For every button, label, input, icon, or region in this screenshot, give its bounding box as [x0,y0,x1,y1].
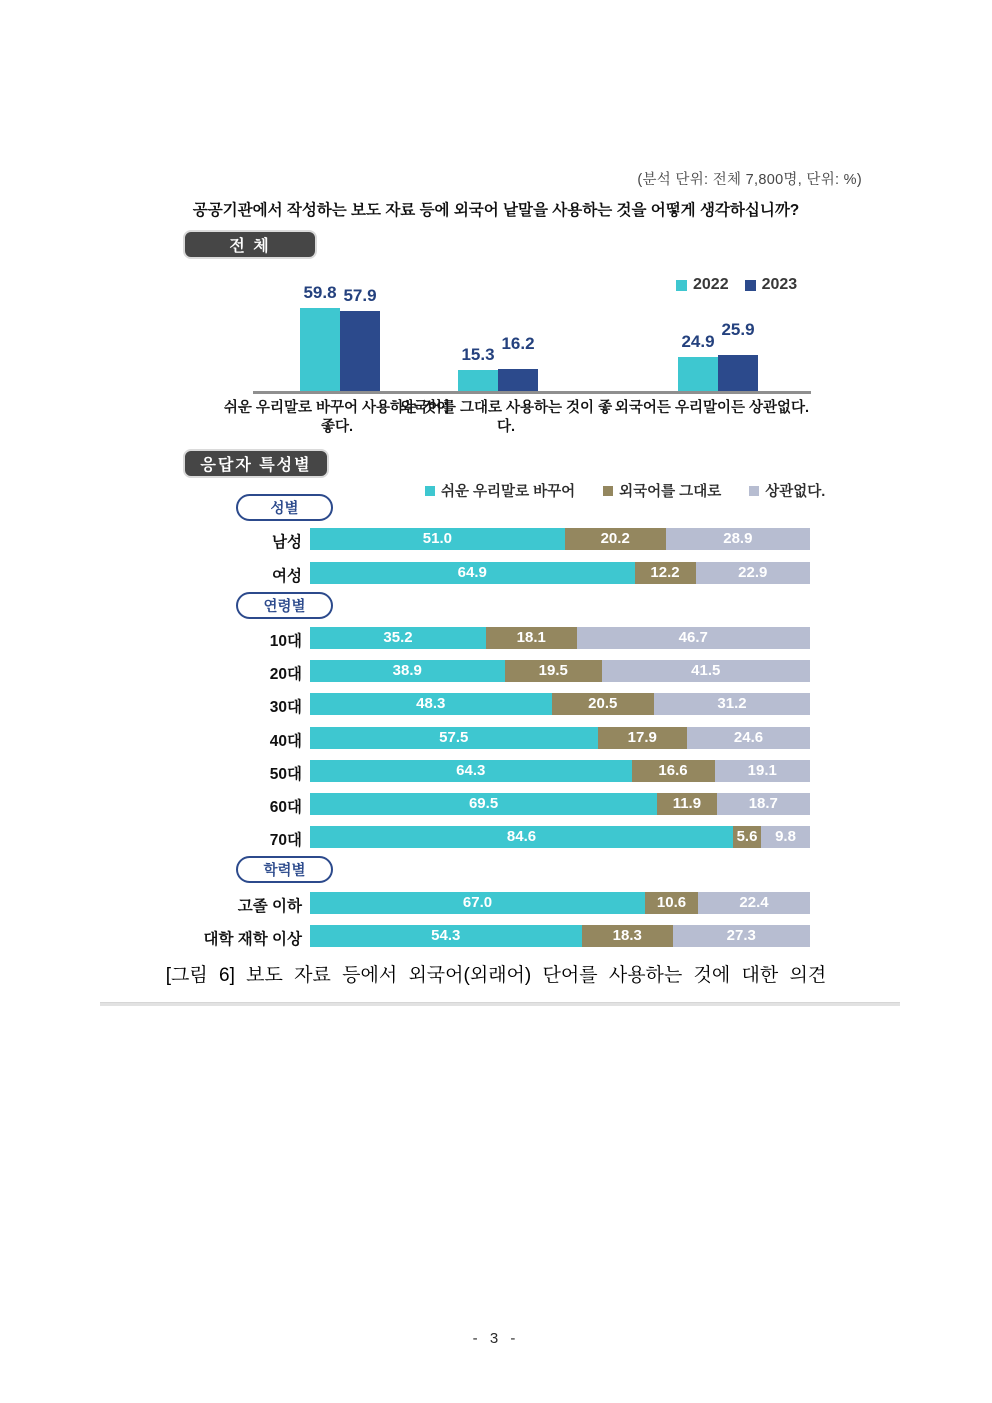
group-pill-2: 학력별 [236,856,333,883]
group-pill-0: 성별 [236,494,333,521]
bar-value-2022: 15.3 [461,345,495,364]
bar-segment [582,925,674,947]
bar-segment [635,562,696,584]
bar-track [310,627,810,649]
stacked-legend-swatch [425,486,435,496]
row-label: 30대 [269,699,302,716]
bar-value-2023: 57.9 [343,286,377,305]
bar-segment [687,727,810,749]
section-badge-respondent-label: 응답자 특성별 [200,457,312,474]
segment-value: 18.3 [612,927,642,944]
segment-value: 64.3 [456,762,486,779]
bar-segment [565,528,666,550]
segment-value: 9.8 [775,828,796,845]
row-label: 50대 [269,766,302,783]
bar-segment [310,793,657,815]
segment-value: 38.9 [392,662,422,679]
segment-value: 24.6 [733,729,764,746]
bar-segment [602,660,810,682]
bar-segment [598,727,688,749]
segment-value: 20.2 [600,530,630,547]
bar-segment [505,660,603,682]
segment-value: 12.2 [650,564,680,581]
bar-value-2023: 16.2 [501,334,535,353]
x-axis-line [253,391,811,394]
bar-track [310,760,810,782]
segment-value: 16.6 [658,762,688,779]
bar-segment [666,528,810,550]
bar-segment [645,892,698,914]
section-badge-overall [183,230,317,259]
row-label: 대학 재학 이상 [203,931,302,948]
page-number: - 3 - [472,1330,520,1347]
segment-value: 48.3 [416,695,446,712]
bar-track [310,793,810,815]
segment-value: 20.5 [588,695,618,712]
survey-question: 공공기관에서 작성하는 보도 자료 등에 외국어 낱말을 사용하는 것을 어떻게 생각하십니까? [192,202,800,219]
year-legend-label: 2022 [693,276,729,293]
stacked-legend-label: 상관없다. [765,484,826,500]
segment-value: 51.0 [422,530,452,547]
segment-value: 22.9 [738,564,768,581]
grouped-bar-chart [253,268,811,391]
group-pill-1: 연령별 [236,592,333,619]
bar-segment [673,925,810,947]
section-badge-overall-label: 전 체 [229,238,271,255]
bar-value-2023: 25.9 [721,320,755,339]
segment-value: 18.1 [516,629,546,646]
bar-segment [310,826,733,848]
row-label: 남성 [272,534,302,551]
bar-track [310,727,810,749]
row-label: 70대 [269,832,302,849]
segment-value: 17.9 [627,729,657,746]
row-label: 60대 [269,799,302,816]
figure-caption: [그림 6] 보도 자료 등에서 외국어(외래어) 단어를 사용하는 것에 대한 의견 [165,965,827,986]
segment-value: 22.4 [739,894,769,911]
bar-value-2022: 59.8 [303,283,337,302]
stacked-legend-label: 쉬운 우리말로 바꾸어 [441,484,576,500]
segment-value: 69.5 [468,795,499,812]
stacked-chart-legend [425,480,825,501]
bar-segment [310,627,486,649]
segment-value: 35.2 [383,629,413,646]
year-legend-label: 2023 [761,276,798,293]
bar-segment [657,793,716,815]
bar-segment [310,760,632,782]
bar-segment [715,760,811,782]
row-label: 20대 [269,666,302,683]
bar-segment [761,826,810,848]
bar-2022 [300,308,340,391]
segment-value: 46.7 [678,629,708,646]
stacked-legend-item [425,480,575,501]
category-label: 쉬운 우리말로 바꾸어 사용하는 것이 좋다. [223,400,451,435]
bar-segment [310,925,582,947]
stacked-legend-item [749,480,825,501]
category-label: 외국어든 우리말이든 상관없다. [614,400,810,416]
segment-value: 41.5 [691,662,721,679]
segment-value: 57.5 [439,729,469,746]
bar-track [310,892,810,914]
segment-value: 18.7 [748,795,778,812]
row-label: 고졸 이하 [237,898,302,915]
stacked-legend-label: 외국어를 그대로 [619,484,722,500]
bar-track [310,693,810,715]
segment-value: 67.0 [462,894,493,911]
segment-value: 54.3 [431,927,461,944]
bar-segment [310,562,635,584]
bar-track [310,528,810,550]
row-label: 여성 [272,568,302,585]
category-label: 외국어를 그대로 사용하는 것이 좋다. [399,400,613,435]
bar-segment [696,562,811,584]
bar-segment [632,760,715,782]
stacked-legend-swatch [603,486,613,496]
segment-value: 5.6 [736,828,758,845]
bar-track [310,660,810,682]
segment-value: 27.3 [726,927,756,944]
bar-2023 [498,369,538,391]
bar-value-2022: 24.9 [681,332,715,351]
bar-segment [698,892,810,914]
bar-segment [486,627,577,649]
bar-segment [654,693,810,715]
segment-value: 31.2 [717,695,747,712]
segment-value: 19.1 [747,762,777,779]
bar-2022 [458,370,498,391]
section-badge-respondent [183,449,329,478]
stacked-legend-item [603,480,721,501]
bar-2023 [340,311,380,391]
segment-value: 28.9 [723,530,753,547]
segment-value: 11.9 [672,795,702,812]
bar-segment [552,693,655,715]
bar-segment [310,727,598,749]
bar-segment [577,627,811,649]
bar-segment [717,793,810,815]
bar-2022 [678,357,718,391]
bar-segment [310,660,505,682]
bar-segment [310,693,552,715]
segment-value: 19.5 [538,662,568,679]
analysis-unit-note: (분석 단위: 전체 7,800명, 단위: %) [637,172,862,188]
bar-segment [310,892,645,914]
segment-value: 84.6 [506,828,537,845]
bar-segment [733,826,761,848]
bar-track [310,826,810,848]
bar-segment [310,528,565,550]
bar-track [310,925,810,947]
section-divider [100,1002,900,1006]
stacked-legend-swatch [749,486,759,496]
bar-2023 [718,355,758,391]
segment-value: 10.6 [656,894,687,911]
bar-track [310,562,810,584]
row-label: 10대 [269,633,302,650]
row-label: 40대 [269,733,302,750]
segment-value: 64.9 [457,564,487,581]
